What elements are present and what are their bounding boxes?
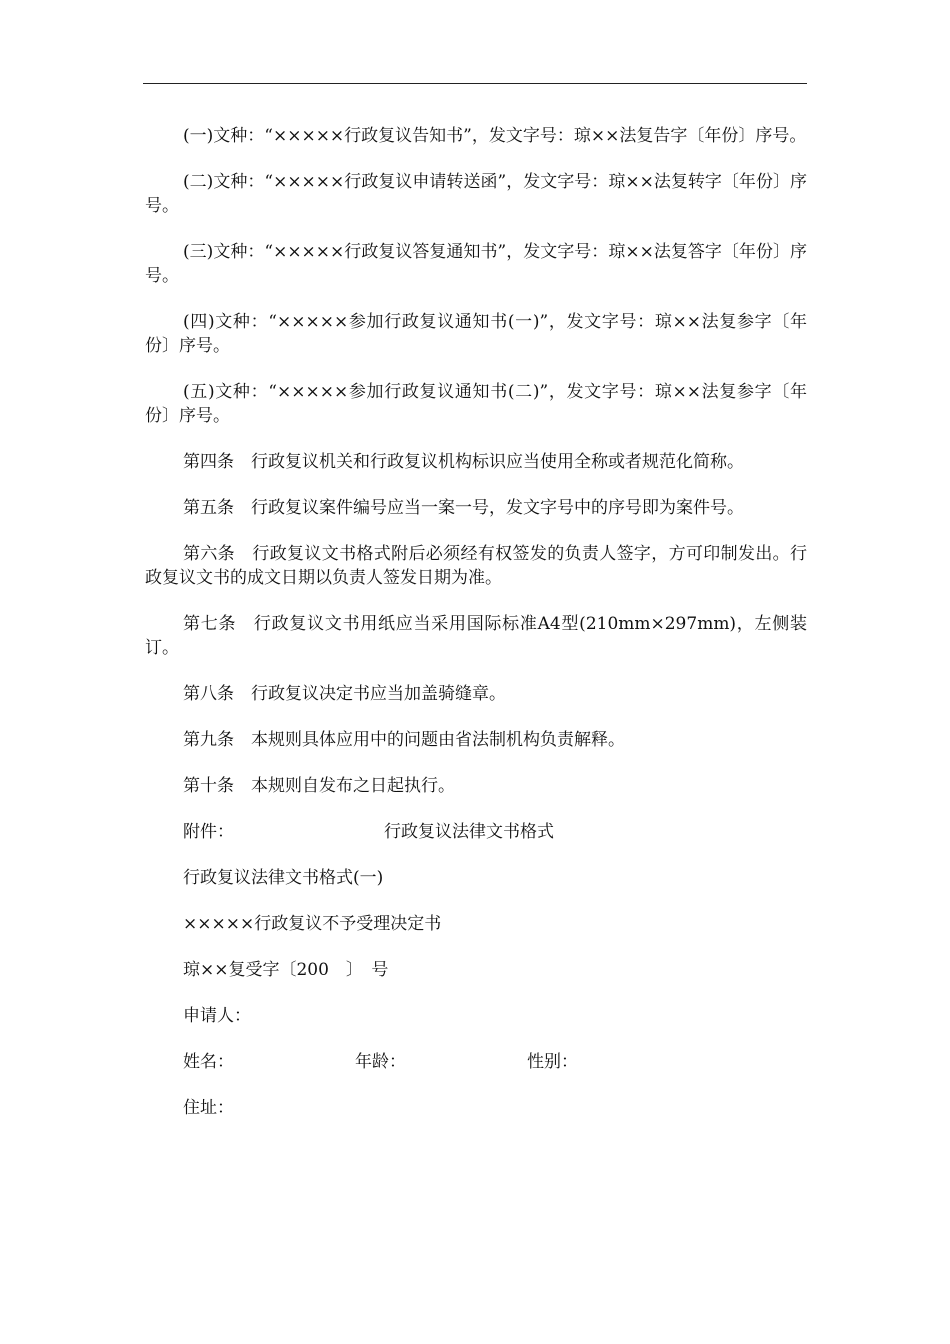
header-rule: [143, 83, 807, 84]
paragraph-type-1: (一)文种：“×××××行政复议告知书”，发文字号：琼××法复告字〔年份〕序号。: [183, 126, 807, 146]
format-heading: 行政复议法律文书格式(一): [183, 868, 384, 888]
gender-field-label: 性别：: [527, 1052, 578, 1072]
article-8: 第八条 行政复议决定书应当加盖骑缝章。: [183, 684, 506, 704]
name-field-label: 姓名：: [183, 1052, 234, 1072]
paragraph-type-5: (五)文种：“×××××参加行政复议通知书(二)”，发文字号：琼××法复参字〔年份〕序号。: [145, 382, 807, 426]
address-label: 住址：: [183, 1098, 234, 1118]
article-6: 第六条 行政复议文书格式附后必须经有权签发的负责人签字，方可印制发出。行政复议文书的成文日期以负责人签发日期为准。: [145, 544, 807, 588]
document-number: 琼××复受字〔200 〕 号: [183, 960, 389, 980]
attachment-line: [145, 820, 807, 844]
paragraph-type-2: (二)文种：“×××××行政复议申请转送函”，发文字号：琼××法复转字〔年份〕序号。: [145, 172, 807, 216]
article-9: 第九条 本规则具体应用中的问题由省法制机构负责解释。: [183, 730, 625, 750]
decision-title: ×××××行政复议不予受理决定书: [183, 914, 442, 934]
document-body: [145, 124, 807, 1142]
article-5: 第五条 行政复议案件编号应当一案一号，发文字号中的序号即为案件号。: [183, 498, 744, 518]
article-4: 第四条 行政复议机关和行政复议机构标识应当使用全称或者规范化简称。: [183, 452, 744, 472]
paragraph-type-4: (四)文种：“×××××参加行政复议通知书(一)”，发文字号：琼××法复参字〔年份〕序号。: [145, 312, 807, 356]
applicant-fields: [145, 1050, 807, 1074]
article-7: 第七条 行政复议文书用纸应当采用国际标准A4型(210mm×297mm)，左侧装订。: [145, 614, 807, 658]
paragraph-type-3: (三)文种：“×××××行政复议答复通知书”，发文字号：琼××法复答字〔年份〕序号。: [145, 242, 807, 286]
attachment-label: 附件：: [183, 822, 234, 842]
article-10: 第十条 本规则自发布之日起执行。: [183, 776, 455, 796]
applicant-label: 申请人：: [183, 1006, 251, 1026]
attachment-title: 行政复议法律文书格式: [384, 822, 554, 842]
age-field-label: 年龄：: [355, 1052, 406, 1072]
